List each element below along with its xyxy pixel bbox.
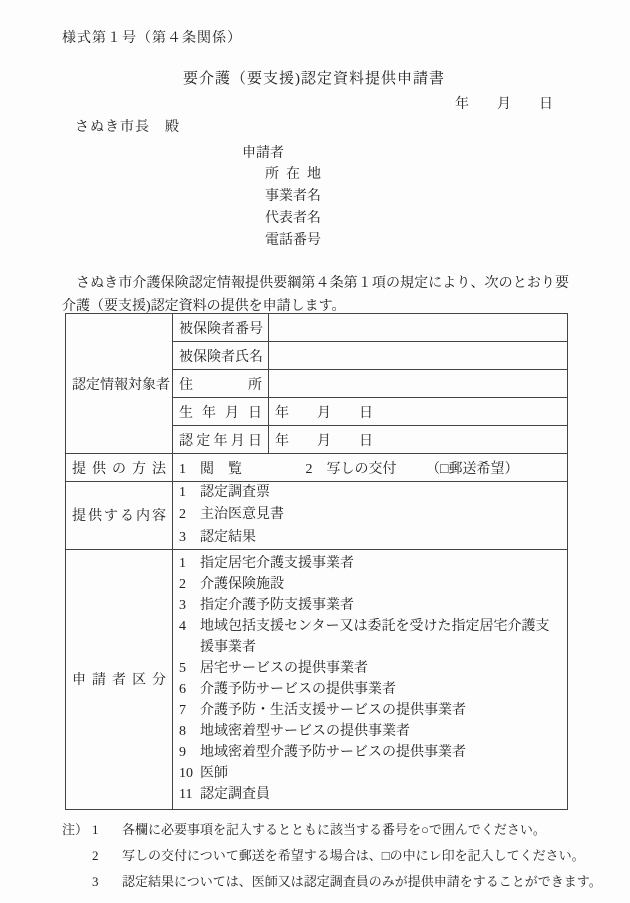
category-item-7[interactable] <box>179 700 561 721</box>
item-number: 2 <box>179 577 186 593</box>
note-text: 写しの交付について郵送を希望する場合は、□の中にレ印を記入してください。 <box>122 847 585 863</box>
item-text: 主治医意見書 <box>200 507 284 523</box>
applicant-field-label: 代表者名 <box>265 211 321 226</box>
row-label-address: 住所 <box>173 370 269 398</box>
item-text: 介護予防サービスの提供事業者 <box>200 682 396 698</box>
item-number: 9 <box>179 745 186 761</box>
input-cell-insured-number[interactable] <box>269 314 568 342</box>
applicant-label: 申請者 <box>242 146 284 161</box>
category-item-8[interactable] <box>179 721 561 742</box>
table-row <box>66 314 568 342</box>
row-label-certification-date: 認定年月日 <box>173 426 269 454</box>
applicant-field-business-name[interactable] <box>265 188 321 210</box>
category-item-1[interactable] <box>179 553 561 574</box>
note-number: 3 <box>92 873 99 889</box>
item-text: 地域密着型介護予防サービスの提供事業者 <box>200 745 466 761</box>
row-label-birth-date: 生年月日 <box>173 398 269 426</box>
date-field[interactable]: 年 月 日 <box>455 97 553 112</box>
item-text: 地域包括支援センター又は委託を受けた指定居宅介護支援事業者 <box>200 619 550 656</box>
input-cell-insured-name[interactable] <box>269 342 568 370</box>
category-item-9[interactable] <box>179 742 561 763</box>
category-items-cell <box>173 549 568 809</box>
table-row <box>66 549 568 809</box>
item-number: 3 <box>179 529 186 545</box>
item-number: 1 <box>179 485 186 500</box>
mail-request-checkbox[interactable]: （□郵送希望） <box>426 461 519 477</box>
item-text: 認定結果 <box>200 529 256 545</box>
category-item-10[interactable] <box>179 763 561 784</box>
applicant-field-representative-name[interactable] <box>265 210 321 232</box>
item-number: 3 <box>179 598 186 614</box>
method-option-copy[interactable]: 2 写しの交付 <box>305 461 397 477</box>
item-number: 1 <box>179 556 186 572</box>
item-text: 介護予防・生活支援サービスの提供事業者 <box>200 703 466 719</box>
addressee: さぬき市長 殿 <box>75 120 180 135</box>
input-cell-certification-date[interactable]: 年 月 日 <box>269 426 568 454</box>
section-header-category: 申請者区分 <box>66 549 173 809</box>
form-number: 様式第１号（第４条関係） <box>62 31 242 46</box>
section-header-target: 認定情報対象者 <box>66 314 173 454</box>
page-title: 要介護（要支援)認定資料提供申請書 <box>183 71 445 87</box>
item-number: 11 <box>179 787 193 803</box>
item-text: 居宅サービスの提供事業者 <box>200 661 368 677</box>
applicant-field-label: 所在地 <box>265 167 321 182</box>
category-item-11[interactable] <box>179 784 561 805</box>
method-options-cell <box>173 454 568 482</box>
note-number: 2 <box>92 847 99 863</box>
method-option-view[interactable]: 1 閲 覧 <box>179 461 242 477</box>
table-row <box>66 482 568 550</box>
category-item-5[interactable] <box>179 658 561 679</box>
content-items-cell <box>173 482 568 550</box>
footnotes <box>62 817 602 895</box>
item-number: 8 <box>179 724 186 740</box>
item-text: 介護保険施設 <box>200 577 284 593</box>
item-text: 指定居宅介護支援事業者 <box>200 556 354 572</box>
item-text: 医師 <box>200 766 228 782</box>
applicant-field-address[interactable] <box>265 166 321 188</box>
applicant-field-label: 事業者名 <box>265 189 321 204</box>
item-number: 10 <box>179 766 193 782</box>
table-row <box>66 454 568 482</box>
note-number: 1 <box>92 821 99 837</box>
section-header-content: 提供する内容 <box>66 482 173 550</box>
intro-paragraph: さぬき市介護保険認定情報提供要綱第４条第１項の規定により、次のとおり要介護（要支援)認定資料の提供を申請します。 <box>62 276 569 314</box>
item-number: 5 <box>179 661 186 677</box>
applicant-fields <box>265 166 321 254</box>
category-item-2[interactable] <box>179 574 561 595</box>
applicant-field-label: 電話番号 <box>265 233 321 248</box>
input-cell-address[interactable] <box>269 370 568 398</box>
item-number: 4 <box>179 619 186 635</box>
category-item-6[interactable] <box>179 679 561 700</box>
section-header-method: 提供の方法 <box>66 454 173 482</box>
row-label-insured-name: 被保険者氏名 <box>173 342 269 370</box>
category-item-4[interactable] <box>179 616 561 658</box>
application-table <box>65 313 568 810</box>
note-text: 各欄に必要事項を記入するとともに該当する番号を○で囲んでください。 <box>122 821 546 837</box>
category-item-3[interactable] <box>179 595 561 616</box>
item-text: 認定調査票 <box>200 485 270 500</box>
item-number: 7 <box>179 703 186 719</box>
item-text: 指定介護予防支援事業者 <box>200 598 354 614</box>
note-text: 認定結果については、医師又は認定調査員のみが提供申請をすることができます。 <box>122 873 602 889</box>
content-item-survey[interactable] <box>179 482 561 504</box>
item-text: 認定調査員 <box>200 787 270 803</box>
input-cell-birth-date[interactable]: 年 月 日 <box>269 398 568 426</box>
item-number: 6 <box>179 682 186 698</box>
item-number: 2 <box>179 507 186 523</box>
item-text: 地域密着型サービスの提供事業者 <box>200 724 410 740</box>
content-item-doctor-opinion[interactable] <box>179 504 561 526</box>
applicant-field-phone-number[interactable] <box>265 232 321 254</box>
content-item-certification-result[interactable] <box>179 527 561 549</box>
row-label-insured-number: 被保険者番号 <box>173 314 269 342</box>
notes-label: 注） <box>62 821 89 837</box>
